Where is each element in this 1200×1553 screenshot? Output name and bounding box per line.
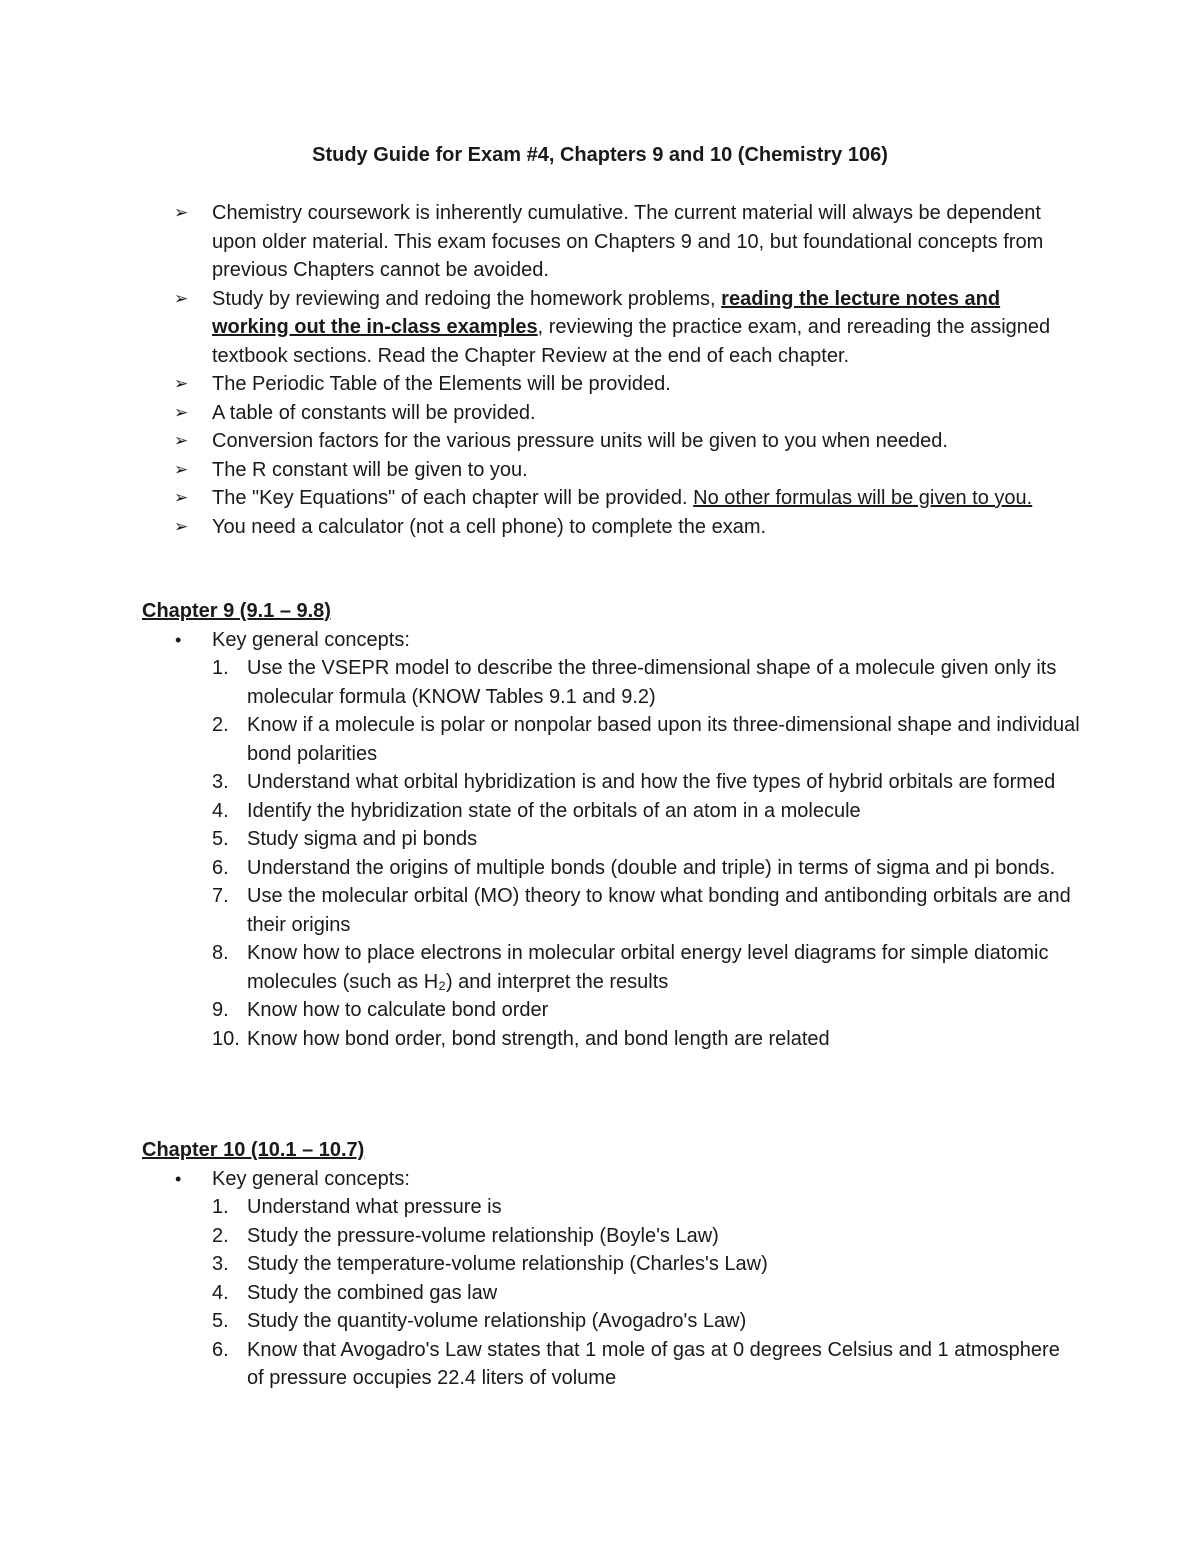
list-item <box>142 1250 1082 1279</box>
chapter-9-section <box>142 597 1082 1053</box>
item-text: Identify the hybridization state of the orbitals of an atom in a molecule <box>247 799 861 822</box>
list-item <box>142 939 1082 996</box>
exam-note <box>172 484 1072 513</box>
item-text: Study the combined gas law <box>247 1281 498 1304</box>
item-number: 6. <box>212 856 229 879</box>
item-text: Understand what pressure is <box>247 1196 502 1218</box>
item-text: Use the molecular orbital (MO) theory to know what bonding and antibonding orbitals are and their origins <box>247 885 1071 936</box>
note-text: , reviewing the practice exam, and rereading the assigned textbook sections. Read the Chapter Review at the end of each chapter. <box>212 316 1051 367</box>
list-item <box>142 1336 1082 1393</box>
arrowhead-bullet-icon: ➢ <box>174 488 189 508</box>
item-number: 4. <box>212 1281 229 1304</box>
list-item <box>142 825 1082 854</box>
exam-note <box>172 285 1072 371</box>
item-number: 2. <box>212 714 229 736</box>
item-text: Study the pressure-volume relationship (Boyle's Law) <box>247 1224 719 1247</box>
list-item <box>142 1307 1082 1336</box>
list-item <box>142 1222 1082 1251</box>
exam-note <box>172 370 1072 399</box>
list-item <box>142 1025 1082 1054</box>
chapter-heading: Chapter 10 (10.1 – 10.7) <box>142 1139 365 1161</box>
note-text: Conversion factors for the various pressure units will be given to you when needed. <box>212 430 948 452</box>
item-text: Study the quantity-volume relationship (Avogadro's Law) <box>247 1310 747 1332</box>
chapter-heading: Chapter 9 (9.1 – 9.8) <box>142 600 331 622</box>
item-text: Know how to calculate bond order <box>247 999 549 1021</box>
arrowhead-bullet-icon: ➢ <box>174 288 189 309</box>
list-item <box>142 768 1082 797</box>
arrowhead-bullet-icon: ➢ <box>174 431 189 451</box>
list-item <box>142 1193 1082 1222</box>
chapter-10-section <box>142 1136 1082 1393</box>
list-item <box>142 711 1082 768</box>
item-number: 6. <box>212 1338 229 1361</box>
bullet-label: Key general concepts: <box>212 1167 410 1190</box>
item-number: 5. <box>212 828 229 850</box>
item-text: Study the temperature-volume relationship (Charles's Law) <box>247 1253 768 1275</box>
item-text: Study sigma and pi bonds <box>247 828 478 850</box>
concept-list <box>142 1193 1082 1393</box>
exam-note <box>172 513 1072 542</box>
item-number: 5. <box>212 1310 229 1332</box>
list-item <box>142 882 1082 939</box>
arrowhead-bullet-icon: ➢ <box>174 203 189 223</box>
note-text: Chemistry coursework is inherently cumulative. The current material will always be dependent upon older material. This exam focuses on Chapters 9 and 10, but foundational concepts from previous Chapters cannot be avoided. <box>212 202 1044 281</box>
item-text: Know how bond order, bond strength, and bond length are related <box>247 1027 830 1050</box>
note-text: The R constant will be given to you. <box>212 458 528 481</box>
arrowhead-bullet-icon: ➢ <box>174 516 189 537</box>
bullet-label: Key general concepts: <box>212 628 410 651</box>
bullet-icon: • <box>175 629 182 650</box>
item-text: Know if a molecule is polar or nonpolar based upon its three-dimensional shape and individual bond polarities <box>247 714 1080 765</box>
note-text: Study by reviewing and redoing the homework problems, <box>212 287 722 310</box>
bullet-icon: • <box>175 1168 182 1189</box>
concepts-bullet <box>142 1165 1082 1194</box>
exam-note <box>172 427 1072 456</box>
item-number: 1. <box>212 657 229 679</box>
note-text: The "Key Equations" of each chapter will be provided. <box>212 487 694 509</box>
item-number: 7. <box>212 885 229 907</box>
note-text: reading the lecture notes and working out the in-class examples <box>212 287 1001 338</box>
document-title: Study Guide for Exam #4, Chapters 9 and 10 (Chemistry 106) <box>312 144 888 166</box>
item-text: Understand the origins of multiple bonds (double and triple) in terms of sigma and pi bonds. <box>247 856 1056 879</box>
list-item <box>142 996 1082 1025</box>
note-text: You need a calculator (not a cell phone) to complete the exam. <box>212 515 767 538</box>
arrowhead-bullet-icon: ➢ <box>174 459 189 480</box>
exam-note <box>172 199 1072 285</box>
exam-notes-list <box>172 199 1072 541</box>
concepts-bullet <box>142 626 1082 655</box>
item-number: 10. <box>212 1027 240 1050</box>
note-text: A table of constants will be provided. <box>212 401 536 424</box>
item-text: Know how to place electrons in molecular orbital energy level diagrams for simple diatomic molecules (such as H₂) and interpret the results <box>247 942 1049 993</box>
list-item <box>142 1279 1082 1308</box>
list-item <box>142 654 1082 711</box>
item-number: 9. <box>212 999 229 1021</box>
item-number: 3. <box>212 1253 229 1275</box>
item-text: Understand what orbital hybridization is and how the five types of hybrid orbitals are formed <box>247 771 1056 793</box>
arrowhead-bullet-icon: ➢ <box>174 402 189 423</box>
note-text: The Periodic Table of the Elements will be provided. <box>212 373 671 395</box>
exam-note <box>172 399 1072 428</box>
item-text: Use the VSEPR model to describe the three-dimensional shape of a molecule given only its molecular formula (KNOW Tables 9.1 and 9.2) <box>247 657 1057 708</box>
item-number: 2. <box>212 1224 229 1247</box>
item-text: Know that Avogadro's Law states that 1 mole of gas at 0 degrees Celsius and 1 atmosphere of pressure occupies 22.4 liters of volume <box>247 1338 1060 1389</box>
item-number: 4. <box>212 799 229 822</box>
exam-note <box>172 456 1072 485</box>
item-number: 8. <box>212 942 229 964</box>
concept-list <box>142 654 1082 1053</box>
list-item <box>142 854 1082 883</box>
item-number: 1. <box>212 1196 229 1218</box>
list-item <box>142 797 1082 826</box>
note-text: No other formulas will be given to you. <box>693 487 1033 509</box>
arrowhead-bullet-icon: ➢ <box>174 374 189 394</box>
item-number: 3. <box>212 771 229 793</box>
